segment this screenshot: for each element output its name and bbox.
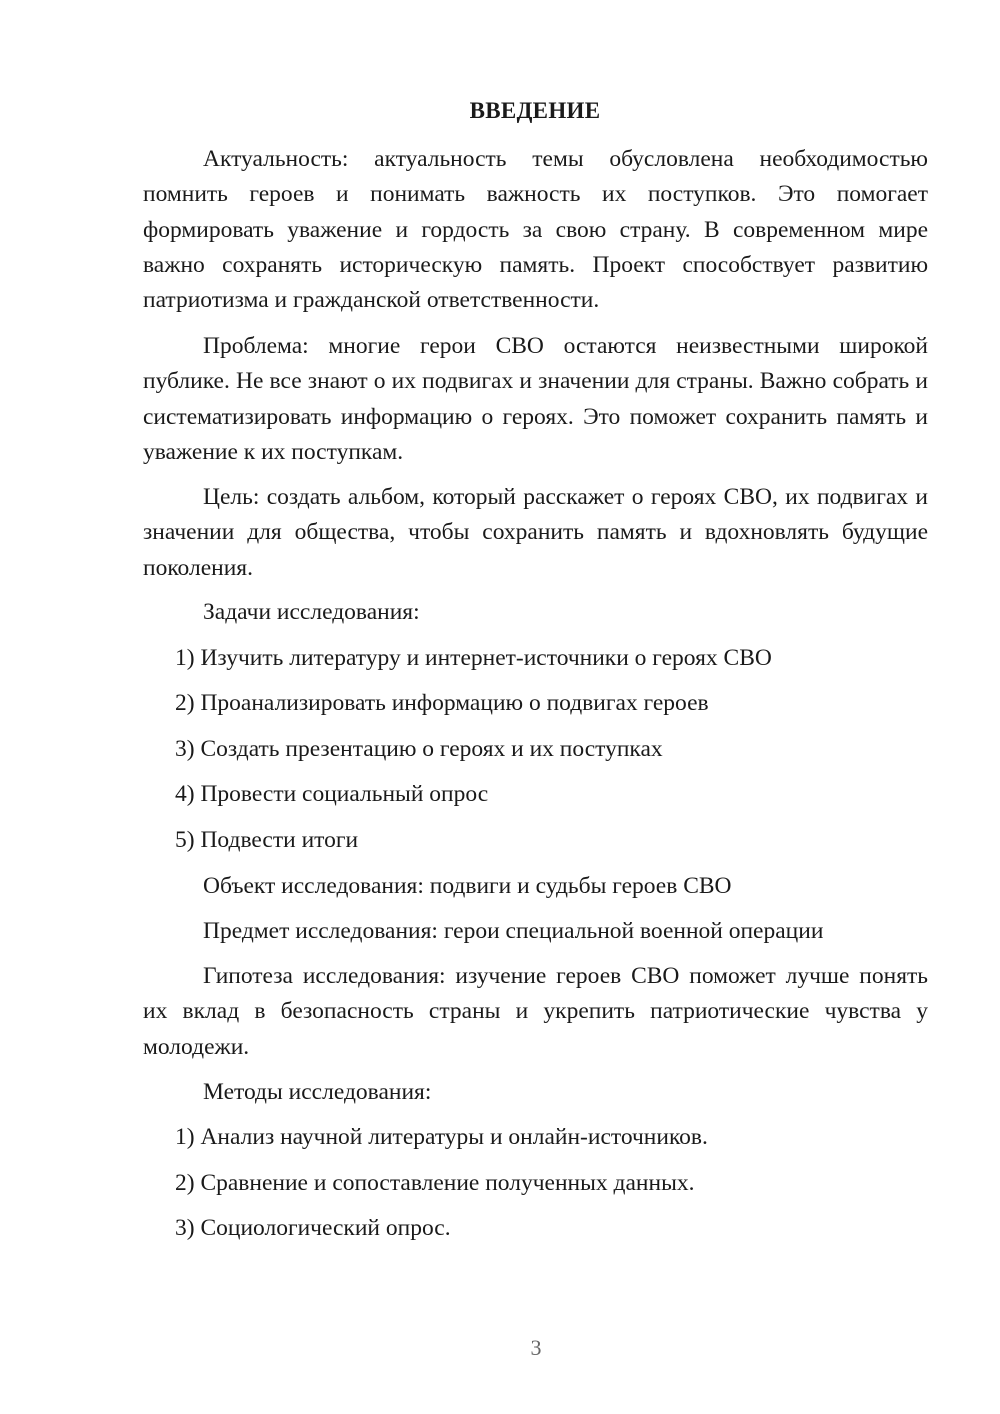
research-subject: Предмет исследования: герои специальной военной операции	[203, 918, 824, 944]
hypothesis-paragraph: Гипотеза исследования: изучение героев СВО поможет лучше понять их вклад в безопасность страны и укрепить патриотические чувства у молодежи.	[143, 963, 928, 1060]
goal-paragraph: Цель: создать альбом, который расскажет о героях СВО, их подвигах и значении для общества, чтобы сохранить память и вдохновлять будущие поколения.	[143, 484, 928, 581]
method-item: 1) Анализ научной литературы и онлайн-источников.	[175, 1124, 708, 1150]
methods-heading: Методы исследования:	[203, 1079, 432, 1105]
task-item: 1) Изучить литературу и интернет-источники о героях СВО	[175, 645, 772, 671]
page-number: 3	[530, 1335, 542, 1360]
task-item: 3) Создать презентацию о героях и их поступках	[175, 736, 663, 762]
method-item: 3) Социологический опрос.	[175, 1215, 451, 1241]
relevance-paragraph: Актуальность: актуальность темы обусловлена необходимостью помнить героев и понимать важность их поступков. Это помогает формировать уважение и гордость за свою страну. В современном мире важно сохранять историческую память. Проект способствует развитию патриотизма и гражданской ответственности.	[143, 146, 928, 314]
tasks-heading: Задачи исследования:	[203, 599, 420, 625]
section-title: ВВЕДЕНИЕ	[469, 98, 601, 123]
problem-paragraph: Проблема: многие герои СВО остаются неизвестными широкой публике. Не все знают о их подвигах и значении для страны. Важно собрать и систематизировать информацию о героях. Это поможет сохранить память и уважение к их поступкам.	[143, 333, 928, 465]
research-object: Объект исследования: подвиги и судьбы героев СВО	[203, 873, 732, 899]
task-item: 4) Провести социальный опрос	[175, 781, 489, 807]
method-item: 2) Сравнение и сопоставление полученных данных.	[175, 1170, 695, 1196]
task-item: 5) Подвести итоги	[175, 827, 359, 853]
task-item: 2) Проанализировать информацию о подвигах героев	[175, 690, 709, 716]
